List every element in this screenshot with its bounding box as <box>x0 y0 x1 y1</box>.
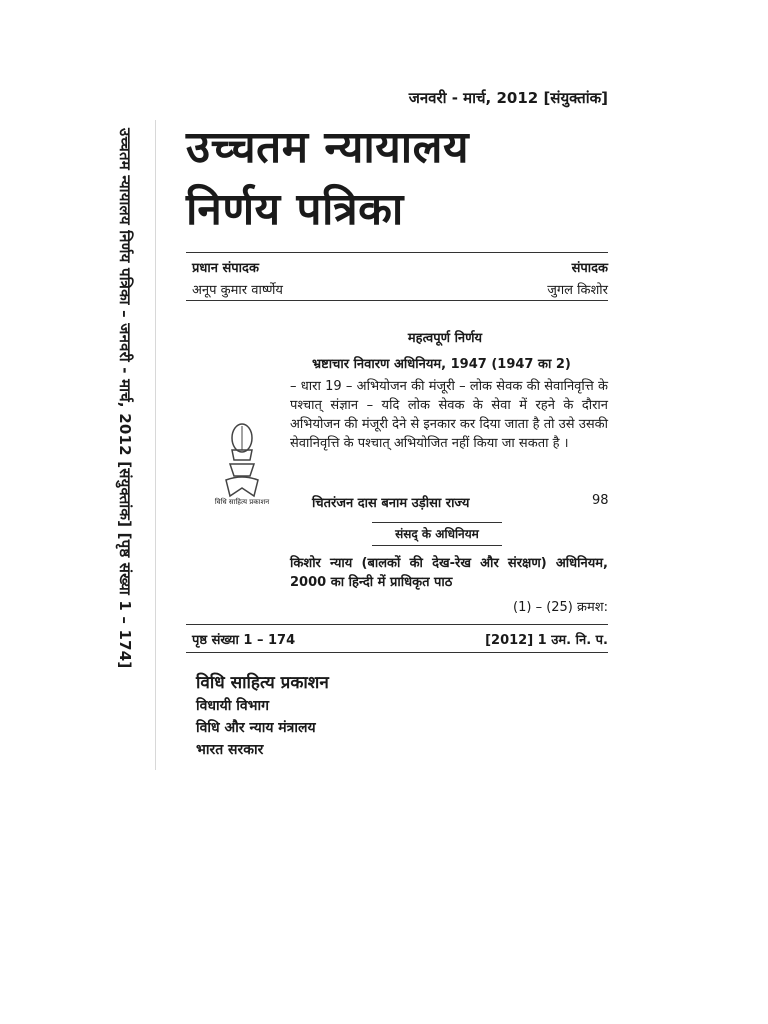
important-judgments-heading: महत्वपूर्ण निर्णय <box>407 331 483 346</box>
case-name: चितरंजन दास बनाम उड़ीसा राज्य <box>312 496 470 511</box>
act-title: भ्रष्टाचार निवारण अधिनियम, 1947 (1947 का 2) <box>312 357 571 372</box>
chief-editor-label: प्रधान संपादक <box>192 261 259 276</box>
divider-footer-top <box>186 624 608 625</box>
issue-date: जनवरी - मार्च, 2012 [संयुक्तांक] <box>408 89 608 107</box>
journal-title-line1: उच्चतम न्यायालय <box>186 122 470 173</box>
publisher-ministry: विधि और न्याय मंत्रालय <box>196 720 316 736</box>
national-emblem-icon <box>212 420 272 500</box>
publisher-government: भारत सरकार <box>196 742 264 758</box>
publisher-department: विधायी विभाग <box>196 698 270 714</box>
act2-title: किशोर न्याय (बालकों की देख-रेख और संरक्षण) अधिनियम, 2000 का हिन्दी में प्राधिकृत पाठ <box>290 556 608 590</box>
editor-label: संपादक <box>571 261 608 276</box>
act2-range: (1) – (25) क्रमश: <box>513 600 608 615</box>
divider-top <box>186 252 608 253</box>
journal-title-line2: निर्णय पत्रिका <box>186 184 404 235</box>
acts-heading: संसद् के अधिनियम <box>372 522 502 546</box>
spine-rule <box>155 120 156 770</box>
chief-editor-name: अनूप कुमार वार्ष्णेय <box>192 283 283 298</box>
divider-editors <box>186 300 608 301</box>
divider-footer-bottom <box>186 652 608 653</box>
editor-name: जुगल किशोर <box>547 283 608 298</box>
emblem-caption: विधि साहित्य प्रकाशन <box>214 498 270 506</box>
case-page: 98 <box>592 493 609 508</box>
publisher-name: विधि साहित्य प्रकाशन <box>196 673 329 693</box>
citation: [2012] 1 उम. नि. प. <box>485 633 608 648</box>
judgment-summary: – धारा 19 – अभियोजन की मंजूरी – लोक सेवक की सेवानिवृत्ति के पश्चात् संज्ञान – यदि लोक सेवक के सेवा में रहने के दौरान अभियोजन की मंजूरी देने से इनकार कर दिया जाता है तो उसे उसकी सेवानिवृत्ति के पश्चात् अभियोजित नहीं किया जा सकता है । <box>290 379 608 451</box>
page-count: पृष्ठ संख्या 1 – 174 <box>192 633 296 648</box>
spine-title: उच्चतम न्यायालय निर्णय पत्रिका – जनवरी - मार्च, 2012 [संयुक्तांक] [पृष्ठ संख्या 1 – 174] <box>116 128 134 669</box>
